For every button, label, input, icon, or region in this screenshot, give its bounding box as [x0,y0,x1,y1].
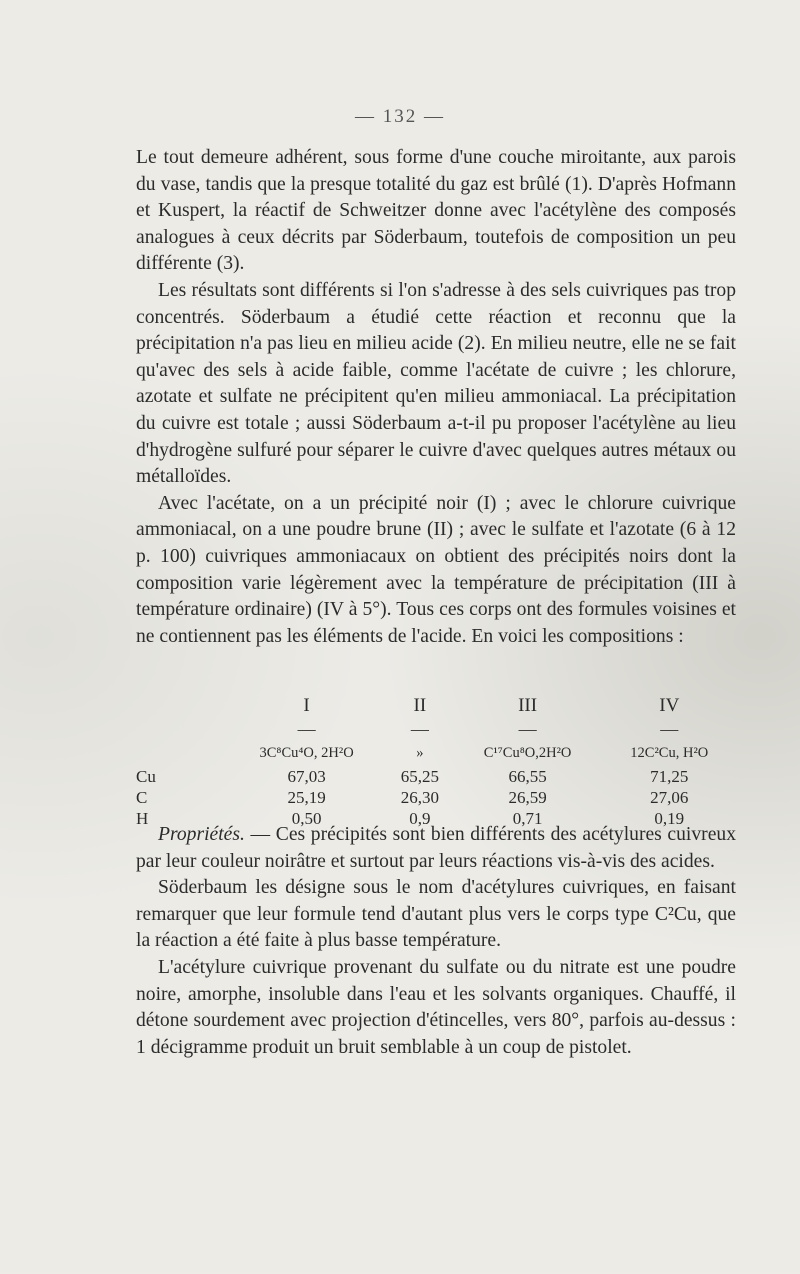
paragraph-4-text: — Ces précipités sont bien différents des acétylures cuivreux par leur couleur noirâtre et surtout par leurs réactions vis-à-vis des acides. [136,824,736,872]
table-cell: 0,9 [409,808,431,828]
page-number: — 132 — [355,106,445,127]
table-cell: 67,03 [287,766,326,786]
table-dash-row [136,719,736,740]
table-cell: 26,30 [400,787,439,807]
table-row [136,766,736,787]
composition-table [136,693,736,829]
table-cell: 26,59 [508,787,547,807]
column-header: IV [659,695,680,716]
table-cell: 27,06 [650,787,689,807]
table-cell: 65,25 [400,766,439,786]
dash: — [297,719,316,739]
body-text-bottom [136,822,736,1061]
paragraph-4 [136,822,736,875]
formula: 3C⁸Cu⁴O, 2H²O [259,744,354,761]
table-row [136,787,736,808]
paragraph-6: L'acétylure cuivrique provenant du sulfate ou du nitrate est une poudre noire, amorphe, insoluble dans l'eau et les solvants organiques. Chauffé, il détone sourdement avec projection d'étincelles, vers 80°, parfois au-dessus : 1 décigramme produit un bruit semblable à un coup de pistolet. [136,956,736,1058]
column-header: I [303,695,310,716]
paragraph-3: Avec l'acétate, on a un précipité noir (I) ; avec le chlorure cuivrique ammoniacal, on a une poudre brune (II) ; avec le sulfate et l'azotate (6 à 12 p. 100) cuivriques ammoniacaux on obtient des précipités noirs dont la composition varie légèrement avec la température de précipitation (III à température ordinaire) (IV à 5°). Tous ces corps ont des formules voisines et ne contiennent pas les éléments de l'acide. En voici les compositions : [136,492,736,647]
table-formula-row [136,740,736,766]
row-label: C [136,787,148,807]
body-text-top [136,145,736,650]
row-label: H [136,808,149,828]
formula: C¹⁷Cu⁸O,2H²O [483,744,572,761]
column-header: III [518,695,538,716]
dash: — [518,719,537,739]
dash: — [410,719,429,739]
row-label: Cu [136,766,156,786]
paragraph-5: Söderbaum les désigne sous le nom d'acétylures cuivriques, en faisant remarquer que leur formule tend d'autant plus vers le corps type C²Cu, que la réaction a été faite à plus basse température. [136,877,736,952]
table-cell: 71,25 [650,766,689,786]
table-header-row [136,693,736,719]
table-cell: 0,71 [512,808,543,828]
column-header: II [413,695,427,716]
formula: » [416,744,424,761]
table-cell: 0,50 [291,808,322,828]
dash: — [660,719,679,739]
table-cell: 0,19 [654,808,685,828]
table-cell: 25,19 [287,787,326,807]
section-label: Propriétés. [158,824,245,845]
formula: 12C²Cu, H²O [630,744,709,761]
table-cell: 66,55 [508,766,547,786]
paragraph-2: Les résultats sont différents si l'on s'adresse à des sels cuivriques pas trop concentrés. Söderbaum a étudié cette réaction et reconnu que la précipitation n'a pas lieu en milieu acide (2). En milieu neutre, elle ne se fait qu'avec des sels à acide faible, comme l'acétate de cuivre ; les chlorure, azotate et sulfate ne précipitent qu'en milieu ammoniacal. La précipitation du cuivre est totale ; aussi Söderbaum a-t-il pu proposer l'acétylène au lieu d'hydrogène sulfuré pour séparer le cuivre d'avec quelques autres métaux ou métalloïdes. [136,279,736,488]
paragraph-1: Le tout demeure adhérent, sous forme d'une couche miroitante, aux parois du vase, tandis que la presque totalité du gaz est brûlé (1). D'après Hofmann et Kuspert, la réactif de Schweitzer donne avec l'acétylène des composés analogues à ceux décrits par Söderbaum, toutefois de composition un peu différente (3). [136,147,736,275]
